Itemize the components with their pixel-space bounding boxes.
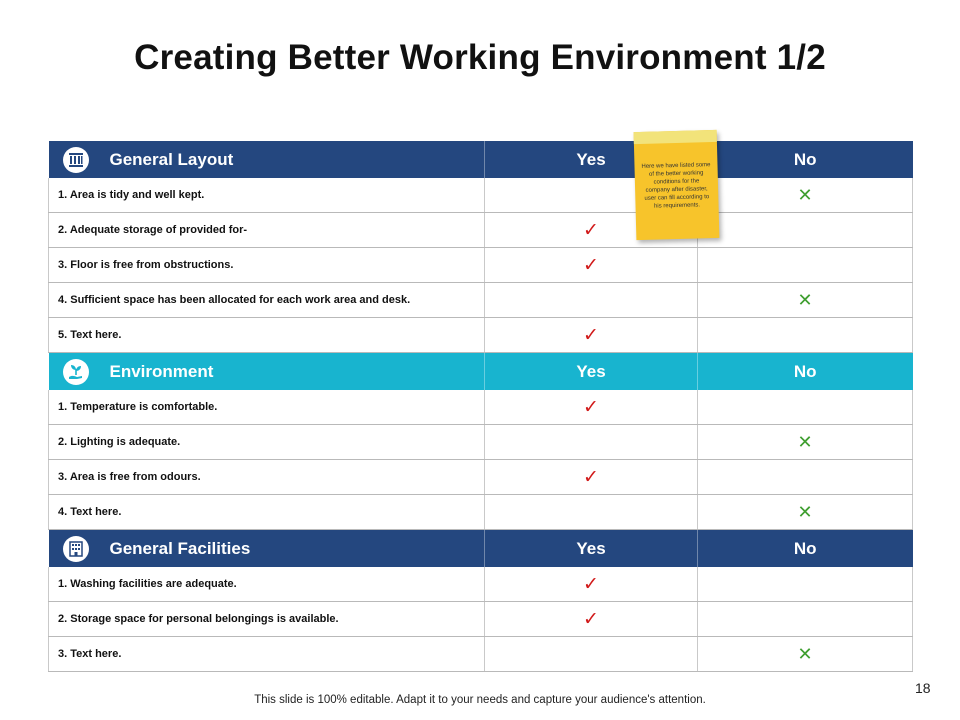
table-row [49, 602, 913, 637]
table-row [49, 637, 913, 672]
cross-icon: ✕ [797, 502, 813, 522]
check-icon: ✓ [583, 254, 599, 276]
yes-column-header: Yes [485, 530, 698, 568]
sticky-note [634, 130, 720, 240]
row-label: 4. Text here. [49, 495, 485, 530]
page-title: Creating Better Working Environment 1/2 [134, 38, 826, 77]
table-row [49, 213, 913, 248]
section-title: General Facilities [109, 538, 251, 558]
footer-note: This slide is 100% editable. Adapt it to your needs and capture your audience's attention. [254, 694, 706, 706]
row-label: 3. Text here. [49, 637, 485, 672]
table-row [49, 567, 913, 602]
row-label: 1. Temperature is comfortable. [49, 390, 485, 425]
office-building-icon [63, 536, 89, 562]
cross-icon: ✕ [797, 644, 813, 664]
check-icon: ✓ [583, 608, 599, 630]
row-label: 3. Floor is free from obstructions. [49, 248, 485, 283]
section-header-general-layout [49, 141, 913, 178]
check-icon: ✓ [583, 466, 599, 488]
table-row [49, 390, 913, 425]
plant-hand-icon [63, 359, 89, 385]
sticky-note-text: Here we have listed some of the better working conditions for the company after disaster, user can fill according to his requirements. [641, 162, 711, 210]
table-row [49, 425, 913, 460]
table-row [49, 248, 913, 283]
no-column-header: No [698, 141, 913, 178]
row-label: 5. Text here. [49, 318, 485, 353]
table-row [49, 460, 913, 495]
page-number: 18 [915, 680, 931, 696]
cross-icon: ✕ [797, 185, 813, 205]
table-row [49, 178, 913, 213]
check-icon: ✓ [583, 324, 599, 346]
sticky-note-fold [634, 130, 717, 144]
section-title: General Layout [109, 149, 234, 169]
cross-icon: ✕ [797, 432, 813, 452]
check-icon: ✓ [583, 573, 599, 595]
row-label: 1. Washing facilities are adequate. [49, 567, 485, 602]
yes-column-header: Yes [485, 353, 698, 391]
row-label: 2. Adequate storage of provided for- [49, 213, 485, 248]
table-row [49, 318, 913, 353]
row-label: 2. Lighting is adequate. [49, 425, 485, 460]
row-label: 3. Area is free from odours. [49, 460, 485, 495]
row-label: 1. Area is tidy and well kept. [49, 178, 485, 213]
row-label: 4. Sufficient space has been allocated for each work area and desk. [49, 283, 485, 318]
check-icon: ✓ [583, 396, 599, 418]
section-header-environment [49, 353, 913, 391]
cross-icon: ✕ [797, 290, 813, 310]
yes-column-header: Yes [485, 141, 698, 178]
no-column-header: No [698, 353, 913, 391]
row-label: 2. Storage space for personal belongings is available. [49, 602, 485, 637]
building-columns-icon [63, 147, 89, 173]
checklist-table [48, 141, 913, 672]
no-column-header: No [698, 530, 913, 568]
section-header-general-facilities [49, 530, 913, 568]
table-row [49, 495, 913, 530]
table-row [49, 283, 913, 318]
section-title: Environment [109, 361, 214, 381]
check-icon: ✓ [583, 219, 599, 241]
